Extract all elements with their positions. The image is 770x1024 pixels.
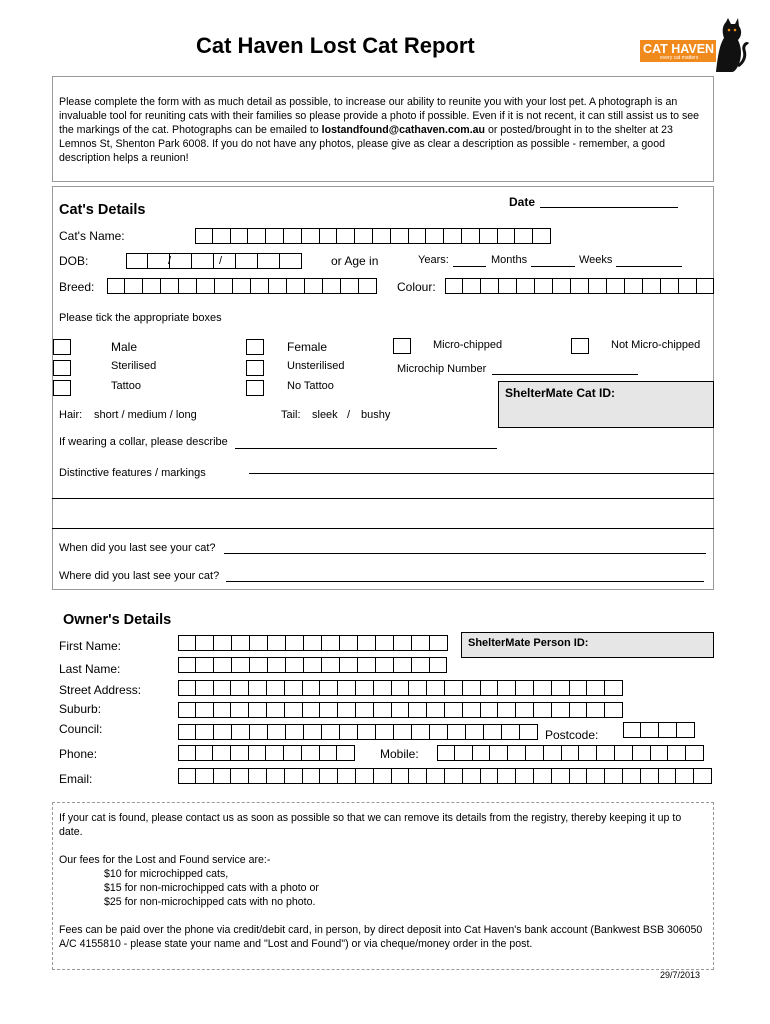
microchipped-label: Micro-chipped [433,339,503,351]
dob-separator: / [168,255,172,267]
no-tattoo-checkbox[interactable] [246,380,264,396]
first-name-input[interactable] [178,635,448,651]
sheltermate-cat-id-box [498,381,714,428]
document-date: 29/7/2013 [660,970,701,980]
fee-no-photo: $25 for non-microchipped cats with no photo. [104,896,316,908]
last-name-input[interactable] [178,657,447,673]
colour-input[interactable] [445,278,714,294]
when-last-seen-field[interactable] [224,553,706,554]
council-input[interactable] [178,724,538,740]
cats-name-input[interactable] [195,228,551,244]
fees-info-box [52,802,714,970]
email-label: Email: [59,772,93,786]
where-last-seen-label: Where did you last see your cat? [59,570,220,582]
unsterilised-label: Unsterilised [287,360,345,372]
features-field-line-2[interactable] [52,498,714,499]
not-microchipped-checkbox[interactable] [571,338,589,354]
hair-label: Hair: [59,409,83,421]
sheltermate-cat-id-label: ShelterMate Cat ID: [505,386,616,400]
tick-instruction: Please tick the appropriate boxes [59,312,222,324]
features-field-line-1[interactable] [249,473,714,474]
fee-photo: $15 for non-microchipped cats with a photo or [104,882,319,894]
fee-microchipped: $10 for microchipped cats, [104,868,229,880]
logo-text: CAT HAVEN [643,42,715,56]
sheltermate-person-id-box [461,632,714,658]
found-notice: If your cat is found, please contact us as soon as possible so that we can remove its details from the registry, thereby keeping it up to date. [59,812,682,838]
mobile-label: Mobile: [380,747,419,761]
colour-label: Colour: [397,280,436,294]
microchipped-checkbox[interactable] [393,338,411,354]
cat-haven-logo [638,14,750,76]
not-microchipped-label: Not Micro-chipped [611,339,701,351]
microchip-number-field[interactable] [492,374,638,375]
years-field[interactable] [453,266,486,267]
street-address-label: Street Address: [59,683,142,697]
tattoo-checkbox[interactable] [53,380,71,396]
tattoo-label: Tattoo [111,380,141,392]
when-last-seen-label: When did you last see your cat? [59,542,216,554]
male-label: Male [111,340,138,354]
contact-email[interactable]: lostandfound@cathaven.com.au [321,124,486,136]
age-label: or Age in [331,254,379,268]
sterilised-label: Sterilised [111,360,157,372]
payment-info: Fees can be paid over the phone via credit/debit card, in person, by direct deposit into Cat Haven's bank account (Bankwest BSB 306050 A/C 4155810 - please state your name and "Lost and Found") or via cheque/money order in the post. [59,924,703,950]
phone-input[interactable] [178,745,355,761]
female-checkbox[interactable] [246,339,264,355]
tail-option-sleek[interactable]: sleek [312,409,338,421]
dob-input[interactable] [126,253,302,269]
dob-label: DOB: [59,254,89,268]
street-address-input[interactable] [178,680,623,696]
intro-box [52,76,714,182]
breed-input[interactable] [107,278,377,294]
phone-label: Phone: [59,747,98,761]
mobile-input[interactable] [437,745,704,761]
tail-option-bushy[interactable]: bushy [361,409,391,421]
date-label: Date [509,195,536,209]
weeks-field[interactable] [616,266,682,267]
postcode-label: Postcode: [545,728,599,742]
council-label: Council: [59,722,103,736]
male-checkbox[interactable] [53,339,71,355]
logo-tagline: every cat matters [660,55,699,61]
cat-details-heading: Cat's Details [59,202,146,218]
fees-intro: Our fees for the Lost and Found service are:- [59,854,271,866]
tail-label: Tail: [281,409,301,421]
features-field-line-3[interactable] [52,528,714,529]
hair-options[interactable]: short / medium / long [94,409,197,421]
breed-label: Breed: [59,280,95,294]
collar-field[interactable] [235,448,497,449]
first-name-label: First Name: [59,639,122,653]
months-label: Months [491,254,528,266]
microchip-number-label: Microchip Number [397,363,487,375]
page-title: Cat Haven Lost Cat Report [196,33,475,58]
last-name-label: Last Name: [59,662,121,676]
suburb-label: Suburb: [59,702,102,716]
female-label: Female [287,340,328,354]
sterilised-checkbox[interactable] [53,360,71,376]
postcode-input[interactable] [623,722,695,738]
email-input[interactable] [178,768,712,784]
date-field[interactable] [540,207,678,208]
sheltermate-person-id-label: ShelterMate Person ID: [468,637,589,649]
no-tattoo-label: No Tattoo [287,380,334,392]
weeks-label: Weeks [579,254,613,266]
unsterilised-checkbox[interactable] [246,360,264,376]
dob-separator: / [219,255,223,267]
collar-label: If wearing a collar, please describe [59,436,228,448]
months-field[interactable] [531,266,575,267]
cats-name-label: Cat's Name: [59,229,125,243]
features-label: Distinctive features / markings [59,467,206,479]
tail-separator: / [347,409,351,421]
where-last-seen-field[interactable] [226,581,704,582]
owners-details-heading: Owner's Details [63,612,172,628]
intro-text: Please complete the form with as much detail as possible, to increase our ability to reunite you with your lost pet. A photograph is an invaluable tool for reuniting cats with their families so please provide a photo if possible. Even if it is not recent, it can still assist us to see the markings of the cat. Photographs can be emailed to lostandfound@cathaven.com.au or posted/brought in to the shelter at 23 Lemnos St, Shenton Park 6008. If you do not have any photos, please give as clear a description as possible - remember, a good description helps a reunion! [59,96,700,164]
suburb-input[interactable] [178,702,623,718]
years-label: Years: [418,254,449,266]
